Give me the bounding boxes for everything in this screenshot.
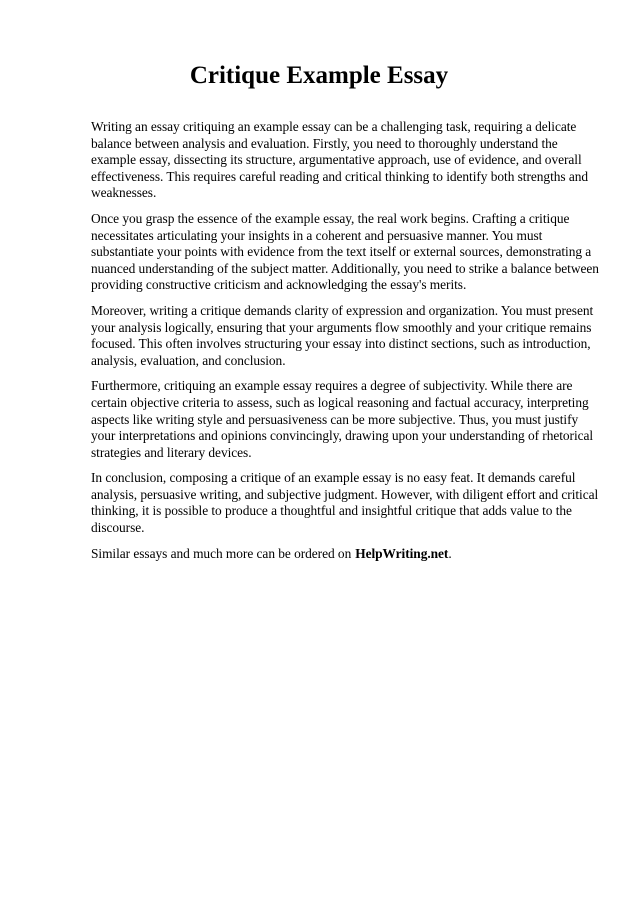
helpwriting-link[interactable]: HelpWriting.net	[355, 545, 449, 561]
essay-body	[91, 119, 599, 571]
promo-text: Similar essays and much more can be ordered on	[91, 545, 352, 561]
paragraph-4: Furthermore, critiquing an example essay requires a degree of subjectivity. While there are certain objective criteria to assess, such as logical reasoning and factual accuracy, interpreting aspects like writing style and persuasiveness can be more subjective. Thus, you must justify your interpretations and opinions convincingly, drawing upon your understanding of rhetorical strategies and literary devices.	[91, 378, 594, 460]
paragraph-5: In conclusion, composing a critique of an example essay is no easy feat. It demands careful analysis, persuasive writing, and subjective judgment. However, with diligent effort and critical thinking, it is possible to produce a thoughtful and insightful critique that adds value to the discourse.	[91, 470, 599, 536]
paragraph-2: Once you grasp the essence of the example essay, the real work begins. Crafting a critique necessitates articulating your insights in a coherent and persuasive manner. You must substantiate your points with evidence from the text itself or external sources, demonstrating a nuanced understanding of the subject matter. Additionally, you need to strike a balance between providing constructive criticism and acknowledging the essay's merits.	[91, 210, 599, 293]
promo-suffix: .	[448, 545, 452, 561]
paragraph-1: Writing an essay critiquing an example essay can be a challenging task, requiring a delicate balance between analysis and evaluation. Firstly, you need to thoroughly understand the example essay, dissecting its structure, argumentative approach, use of evidence, and overall effectiveness. This requires careful reading and critical thinking to identify both strengths and weaknesses.	[91, 119, 589, 201]
page-title: Critique Example Essay	[189, 62, 449, 89]
paragraph-3: Moreover, writing a critique demands clarity of expression and organization. You must present your analysis logically, ensuring that your arguments flow smoothly and your critique remains focused. This often involves structuring your essay into distinct sections, such as introduction, analysis, evaluation, and conclusion.	[91, 302, 594, 368]
promo-line	[91, 546, 599, 563]
